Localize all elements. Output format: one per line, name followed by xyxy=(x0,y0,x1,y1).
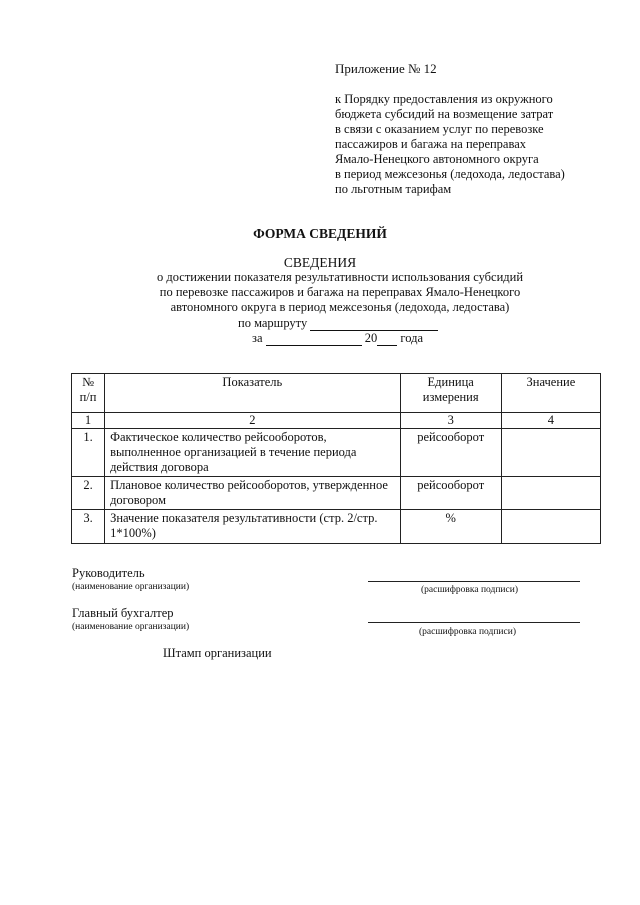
header-value: Значение xyxy=(501,374,600,413)
org-name-hint: (наименование организации) xyxy=(72,582,190,592)
row-number: 2. xyxy=(72,477,105,510)
table-row xyxy=(72,477,601,510)
period-suffix: года xyxy=(400,331,423,345)
stamp-placeholder: Штамп организации xyxy=(163,646,272,660)
row-unit: % xyxy=(400,510,501,544)
period-prefix: за xyxy=(252,331,263,345)
row-indicator: Значение показателя результативности (стр. 2/стр. 1*100%) xyxy=(105,510,401,544)
description-line: о достижении показателя результативности использования субсидий xyxy=(156,270,524,284)
appendix-reference xyxy=(335,92,605,197)
header-unit: Единица измерения xyxy=(400,374,501,413)
header-indicator: Показатель xyxy=(105,374,401,413)
document-heading: СВЕДЕНИЯ xyxy=(283,255,357,270)
table-row xyxy=(72,429,601,477)
indicator-table xyxy=(71,373,601,544)
period-year-prefix: 20 xyxy=(364,331,378,345)
signature-line[interactable] xyxy=(368,581,580,582)
row-value[interactable] xyxy=(501,429,600,477)
table-row xyxy=(72,510,601,544)
description-line: по перевозке пассажиров и багажа на переправах Ямало-Ненецкого xyxy=(159,285,521,299)
signature-role: Главный бухгалтер xyxy=(72,606,174,620)
index-cell: 3 xyxy=(400,413,501,429)
row-indicator: Плановое количество рейсооборотов, утвержденное договором xyxy=(105,477,401,510)
row-number: 1. xyxy=(72,429,105,477)
table-header-row xyxy=(72,374,601,413)
signature-role: Руководитель xyxy=(72,566,145,580)
row-value[interactable] xyxy=(501,477,600,510)
form-title: ФОРМА СВЕДЕНИЙ xyxy=(253,226,387,241)
table-index-row xyxy=(72,413,601,429)
route-field xyxy=(238,316,438,331)
appendix-line: Ямало-Ненецкого автономного округа xyxy=(335,152,539,166)
appendix-line: пассажиров и багажа на переправах xyxy=(335,137,527,151)
signature-line[interactable] xyxy=(368,622,580,623)
row-unit: рейсооборот xyxy=(400,429,501,477)
year-blank[interactable] xyxy=(377,334,397,346)
row-value[interactable] xyxy=(501,510,600,544)
signature-decode-hint: (расшифровка подписи) xyxy=(419,627,516,637)
period-field xyxy=(252,331,423,346)
row-number: 3. xyxy=(72,510,105,544)
description-line: автономного округа в период межсезонья (ледохода, ледостава) xyxy=(170,300,510,314)
appendix-line: по льготным тарифам xyxy=(335,182,452,196)
index-cell: 2 xyxy=(105,413,401,429)
appendix-line: к Порядку предоставления из окружного xyxy=(335,92,553,106)
document-description xyxy=(100,270,580,315)
signature-decode-hint: (расшифровка подписи) xyxy=(421,585,518,595)
index-cell: 4 xyxy=(501,413,600,429)
appendix-title: Приложение № 12 xyxy=(335,61,437,76)
row-indicator: Фактическое количество рейсооборотов, выполненное организацией в течение периода действия договора xyxy=(105,429,401,477)
row-unit: рейсооборот xyxy=(400,477,501,510)
route-blank[interactable] xyxy=(310,319,438,331)
route-label: по маршруту xyxy=(238,316,308,330)
header-number: № п/п xyxy=(72,374,105,413)
appendix-line: в период межсезонья (ледохода, ледостава) xyxy=(335,167,565,181)
appendix-line: в связи с оказанием услуг по перевозке xyxy=(335,122,544,136)
org-name-hint: (наименование организации) xyxy=(72,622,190,632)
appendix-line: бюджета субсидий на возмещение затрат xyxy=(335,107,554,121)
index-cell: 1 xyxy=(72,413,105,429)
period-blank[interactable] xyxy=(266,334,362,346)
